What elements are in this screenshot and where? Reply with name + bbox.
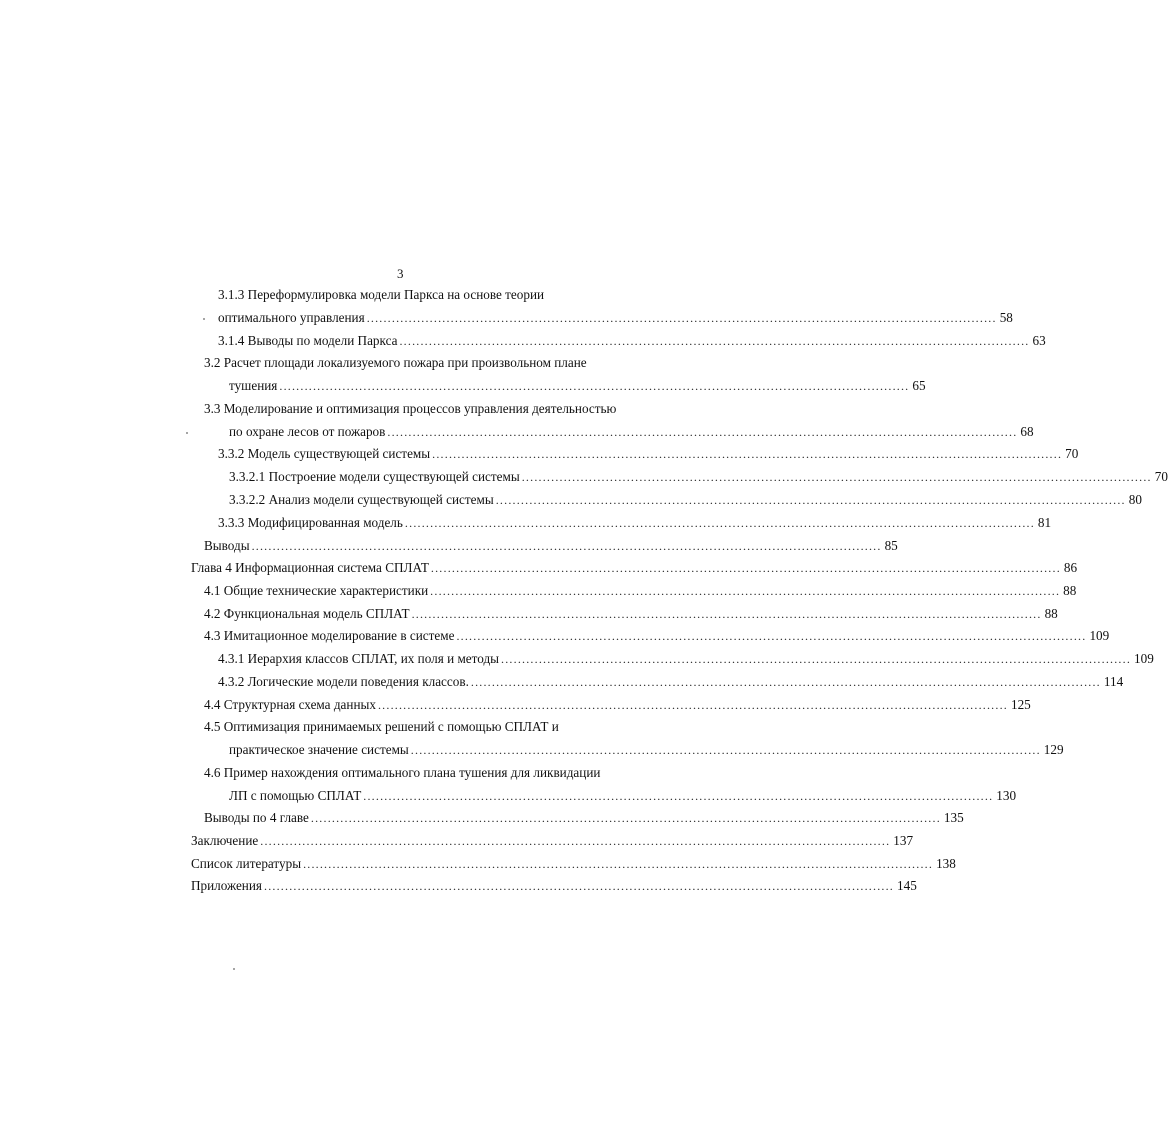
toc-entry-vyvody-3: Выводы ...................................................................................................................................................... 85: [204, 538, 898, 553]
toc-entry-title: тушения: [229, 378, 278, 393]
toc-entry-4-1: 4.1 Общие технические характеристики ...................................................................................................................................................... 88: [204, 583, 1077, 598]
toc-entry-title: 3.3.2.1 Построение модели существующей системы: [229, 469, 520, 484]
toc-entry-page: 68: [1020, 424, 1034, 439]
toc-entry-3-3: по охране лесов от пожаров ...................................................................................................................................................... 68: [229, 424, 1034, 439]
toc-entry-title: ЛП с помощью СПЛАТ: [229, 788, 362, 803]
toc-entry-title: Приложения: [191, 878, 262, 893]
toc-entry-4-5-line1: 4.5 Оптимизация принимаемых решений с помощью СПЛАТ и: [204, 719, 559, 734]
toc-entry-3-3-2-2: 3.3.2.2 Анализ модели существующей системы ...................................................................................................................................................... 80: [229, 492, 1142, 507]
toc-entry-3-2: тушения ...................................................................................................................................................... 65: [229, 378, 926, 393]
toc-entry-page: 85: [884, 538, 898, 553]
toc-entry-3-3-line1: 3.3 Моделирование и оптимизация процессов управления деятельностью: [204, 401, 617, 416]
scan-speck: [203, 318, 205, 320]
toc-entry-page: 135: [943, 810, 964, 825]
toc-entry-title: 4.3.2 Логические модели поведения классов.: [218, 674, 469, 689]
toc-entry-page: 145: [897, 878, 917, 893]
scan-speck: [233, 968, 235, 970]
scan-speck: [186, 432, 188, 434]
toc-entry-page: 88: [1063, 583, 1077, 598]
toc-entry-title: оптимального управления: [218, 310, 365, 325]
toc-entry-title: 3.3.2.2 Анализ модели существующей системы: [229, 492, 494, 507]
toc-entry-page: 138: [936, 856, 956, 871]
page-number: 3: [397, 266, 404, 281]
toc-entry-4-6-line1: 4.6 Пример нахождения оптимального плана тушения для ликвидации: [204, 765, 601, 780]
toc-entry-page: 114: [1103, 674, 1124, 689]
toc-entry-4-3: 4.3 Имитационное моделирование в системе ...................................................................................................................................................... 109: [204, 628, 1110, 643]
toc-entry-title: 3.3.2 Модель существующей системы: [218, 446, 431, 461]
toc-entry-page: 70: [1065, 446, 1079, 461]
toc-entry-4-5: практическое значение системы ...................................................................................................................................................... 129: [229, 742, 1064, 757]
toc-entry-vyvody-4: Выводы по 4 главе ...................................................................................................................................................... 135: [204, 810, 964, 825]
toc-entry-3-1-3: оптимального управления ...................................................................................................................................................... 58: [218, 310, 1013, 325]
toc-entry-title: Список литературы: [191, 856, 302, 871]
toc-entry-page: 88: [1044, 606, 1058, 621]
toc-entry-page: 80: [1128, 492, 1142, 507]
toc-entry-title: 4.3.1 Иерархия классов СПЛАТ, их поля и методы: [218, 651, 500, 666]
toc-entry-page: 58: [999, 310, 1013, 325]
toc-entry-title: 4.1 Общие технические характеристики: [204, 583, 429, 598]
toc-entry-title: Выводы: [204, 538, 250, 553]
toc-entry-3-3-2: 3.3.2 Модель существующей системы ...................................................................................................................................................... 70: [218, 446, 1079, 461]
toc-entry-title: Заключение: [191, 833, 259, 848]
toc-entry-3-1-4: 3.1.4 Выводы по модели Паркса ...................................................................................................................................................... 63: [218, 333, 1046, 348]
toc-entry-4-4: 4.4 Структурная схема данных ...................................................................................................................................................... 125: [204, 697, 1031, 712]
toc-entry-conclusion: Заключение ...................................................................................................................................................... 137: [191, 833, 914, 848]
toc-entry-title: практическое значение системы: [229, 742, 409, 757]
toc-entry-title: Глава 4 Информационная система СПЛАТ: [191, 560, 429, 575]
toc-entry-chapter-4: Глава 4 Информационная система СПЛАТ ...................................................................................................................................................... 86: [191, 560, 1078, 575]
toc-entry-references: Список литературы ...................................................................................................................................................... 138: [191, 856, 956, 871]
toc-entry-3-3-3: 3.3.3 Модифицированная модель ...................................................................................................................................................... 81: [218, 515, 1052, 530]
toc-entry-page: 130: [996, 788, 1017, 803]
toc-entry-4-3-2: 4.3.2 Логические модели поведения классов. ...................................................................................................................................................... 114: [218, 674, 1124, 689]
toc-entry-title: 3.1.4 Выводы по модели Паркса: [218, 333, 398, 348]
toc-entry-page: 137: [893, 833, 914, 848]
toc-entry-3-2-line1: 3.2 Расчет площади локализуемого пожара при произвольном плане: [204, 355, 587, 370]
toc-entry-4-6: ЛП с помощью СПЛАТ ...................................................................................................................................................... 130: [229, 788, 1017, 803]
toc-entry-page: 81: [1037, 515, 1052, 530]
toc-entry-3-3-2-1: 3.3.2.1 Построение модели существующей системы ...................................................................................................................................................... 70: [229, 469, 1168, 484]
toc-entry-page: 125: [1010, 697, 1031, 712]
toc-entry-title: 4.4 Структурная схема данных: [204, 697, 376, 712]
toc-entry-page: 65: [912, 378, 926, 393]
toc-entry-appendices: Приложения ...................................................................................................................................................... 145: [191, 878, 917, 893]
toc-entry-page: 70: [1154, 469, 1168, 484]
toc-entry-page: 129: [1043, 742, 1064, 757]
toc-entry-page: 63: [1032, 333, 1046, 348]
toc-entry-page: 109: [1134, 651, 1154, 666]
toc-entry-title: Выводы по 4 главе: [204, 810, 309, 825]
toc-entry-4-3-1: 4.3.1 Иерархия классов СПЛАТ, их поля и методы ...................................................................................................................................................... 109: [218, 651, 1154, 666]
toc-entry-title: по охране лесов от пожаров: [229, 424, 386, 439]
toc-entry-title: 4.3 Имитационное моделирование в системе: [204, 628, 455, 643]
toc-entry-4-2: 4.2 Функциональная модель СПЛАТ ...................................................................................................................................................... 88: [204, 606, 1058, 621]
toc-entry-page: 109: [1089, 628, 1110, 643]
toc-entry-page: 86: [1063, 560, 1078, 575]
toc-entry-title: 3.3.3 Модифицированная модель: [218, 515, 403, 530]
toc-entry-title: 4.2 Функциональная модель СПЛАТ: [204, 606, 410, 621]
toc-entry-3-1-3-line1: 3.1.3 Переформулировка модели Паркса на основе теории: [218, 287, 545, 302]
